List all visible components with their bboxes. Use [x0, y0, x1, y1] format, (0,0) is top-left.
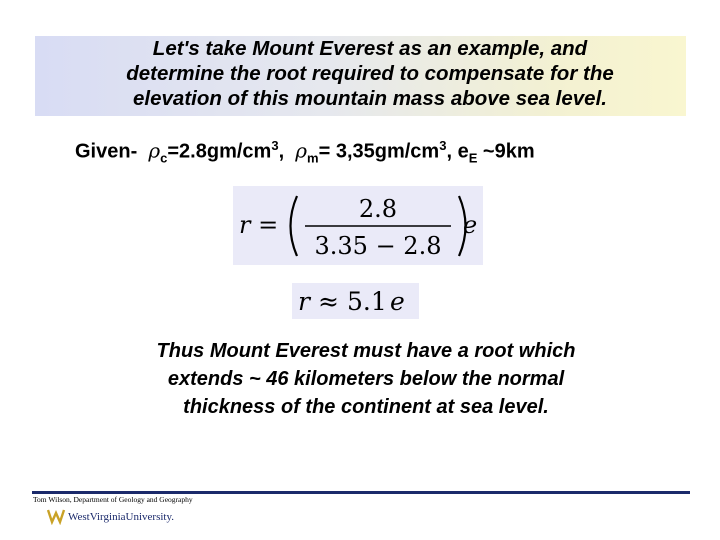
rho-m-subscript: m: [307, 150, 319, 166]
e-subscript: E: [468, 150, 478, 166]
wvu-logo-svg: [47, 507, 197, 525]
rho-c-value: =2.8gm/cm: [167, 140, 272, 163]
rho-c-symbol: ρ: [148, 138, 161, 163]
eq2-approx: ≈: [318, 287, 339, 316]
title-line-1: Let's take Mount Everest as an example, and: [152, 37, 588, 60]
rho-m-symbol: ρ: [295, 138, 308, 163]
root-ratio-equation: [233, 186, 483, 265]
rho-c-subscript: c: [160, 150, 168, 166]
wvu-logo: [47, 507, 197, 525]
footer-rule: [32, 491, 690, 494]
flying-wv-icon: [48, 510, 64, 522]
slide-title: [30, 36, 710, 111]
eq1-lhs: r =: [239, 211, 279, 239]
rho-m-value: = 3,35gm/cm: [318, 140, 440, 163]
eq2-variable: e: [390, 287, 405, 316]
e-symbol: e: [457, 140, 469, 163]
conclusion-line-3: thickness of the continent at sea level.: [183, 396, 549, 418]
footer-credit: Tom Wilson, Department of Geology and Geography: [33, 495, 193, 504]
eq1-variable: e: [463, 211, 478, 239]
root-ratio-equation-svg: [233, 186, 483, 265]
conclusion-line-2: extends ~ 46 kilometers below the normal: [167, 368, 565, 390]
root-approximation-svg: [292, 283, 419, 319]
left-paren: [291, 196, 298, 256]
conclusion-line-1: Thus Mount Everest must have a root which: [156, 340, 576, 362]
conclusion-text: [60, 337, 672, 421]
title-line-3: elevation of this mountain mass above sea level.: [133, 87, 607, 110]
e-value: ~9km: [482, 140, 535, 163]
eq1-numerator: 2.8: [358, 195, 398, 223]
given-prefix: Given-: [75, 140, 138, 163]
rho-c-exponent: 3: [271, 138, 279, 153]
eq2-lhs: r: [298, 287, 310, 316]
root-approximation-equation: [292, 283, 419, 319]
separator-2: ,: [446, 140, 452, 163]
given-values: [75, 138, 535, 166]
separator-1: ,: [278, 140, 285, 163]
rho-m-exponent: 3: [439, 138, 447, 153]
eq2-value: 5.1: [347, 287, 387, 316]
eq1-denominator: 3.35 − 2.8: [314, 232, 442, 260]
title-line-2: determine the root required to compensate for the: [126, 62, 614, 85]
wvu-logo-text: WestVirginiaUniversity.: [68, 511, 174, 523]
